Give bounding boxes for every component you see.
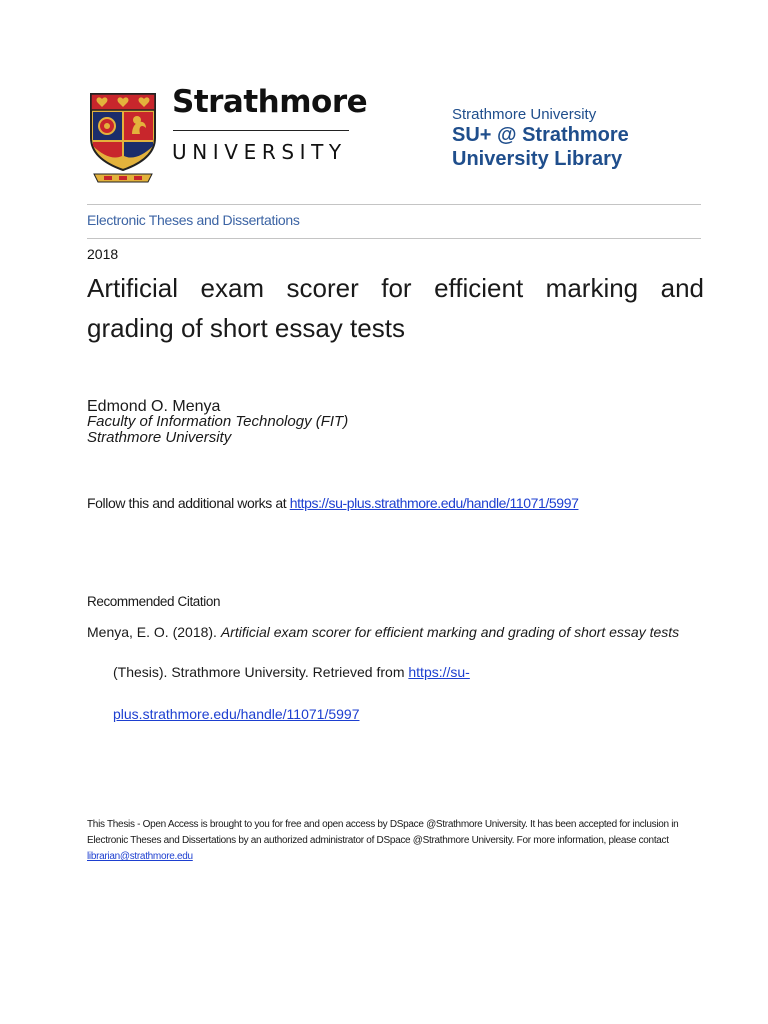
brand-divider bbox=[173, 130, 349, 131]
follow-text: Follow this and additional works at bbox=[87, 495, 290, 511]
contact-email-link[interactable]: librarian@strathmore.edu bbox=[87, 851, 193, 862]
library-name-line1: SU+ @ Strathmore bbox=[452, 124, 629, 146]
publication-year: 2018 bbox=[87, 246, 119, 262]
header-divider bbox=[87, 204, 701, 205]
brand-name: Strathmore bbox=[172, 84, 368, 120]
library-name-line2: University Library bbox=[452, 148, 623, 170]
library-university-label: Strathmore University bbox=[452, 106, 597, 123]
author-university: Strathmore University bbox=[87, 429, 232, 446]
citation-line-2 bbox=[113, 664, 470, 680]
follow-line bbox=[87, 495, 578, 511]
strathmore-crest-icon bbox=[88, 90, 158, 186]
author-affiliation bbox=[87, 414, 348, 446]
thesis-title: Artificial exam scorer for efficient marking and grading of short essay tests bbox=[87, 273, 704, 343]
author-faculty: Faculty of Information Technology (FIT) bbox=[87, 413, 349, 430]
brand-subtitle: UNIVERSITY bbox=[172, 140, 347, 164]
series-link[interactable]: Electronic Theses and Dissertations bbox=[87, 212, 300, 228]
citation-line-1 bbox=[87, 624, 679, 640]
citation-retrieved-text: (Thesis). Strathmore University. Retrieved from bbox=[113, 664, 409, 680]
handle-link[interactable]: https://su-plus.strathmore.edu/handle/11071/5997 bbox=[289, 495, 579, 511]
citation-line-3 bbox=[113, 706, 359, 722]
author-name: Edmond O. Menya bbox=[87, 398, 221, 415]
citation-url-part1[interactable]: https://su- bbox=[408, 664, 470, 680]
citation-heading: Recommended Citation bbox=[87, 594, 221, 609]
access-note bbox=[87, 817, 687, 865]
series-divider bbox=[87, 238, 701, 239]
citation-url-part2[interactable]: plus.strathmore.edu/handle/11071/5997 bbox=[113, 706, 360, 722]
access-note-text: This Thesis - Open Access is brought to you for free and open access by DSpace @Strathmore University. It has been accepted for inclusion in Electronic Theses and Dissertations by an authorized administrator of DSpace @Strathmore University. For more information, please contact bbox=[87, 819, 679, 846]
citation-prefix: Menya, E. O. (2018). bbox=[87, 624, 221, 640]
citation-title: Artificial exam scorer for efficient marking and grading of short essay tests bbox=[220, 624, 680, 640]
